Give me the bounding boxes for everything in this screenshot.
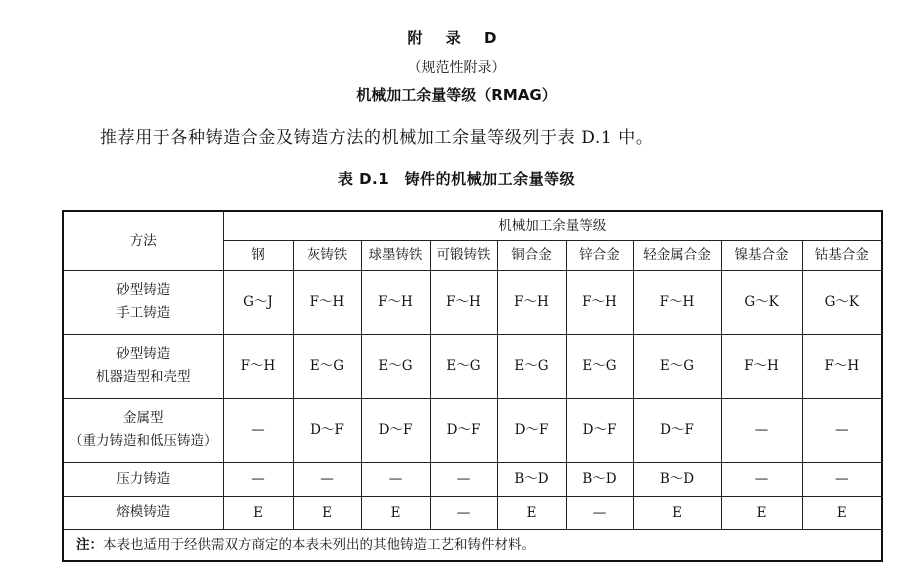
intro-paragraph: 推荐用于各种铸造合金及铸造方法的机械加工余量等级列于表 D.1 中。 <box>100 128 654 148</box>
grade-cell: E <box>223 496 293 529</box>
grade-cell: E <box>721 496 802 529</box>
grade-cell: — <box>566 496 633 529</box>
grade-cell: F～H <box>430 270 497 334</box>
method-cell <box>63 398 223 462</box>
column-header: 灰铸铁 <box>293 240 361 270</box>
grade-cell: E～G <box>497 334 566 398</box>
method-line: （重力铸造和低压铸造） <box>69 433 218 449</box>
grade-cell: D～F <box>566 398 633 462</box>
appendix-name: 机械加工余量等级（RMAG） <box>356 86 557 104</box>
grade-cell: — <box>223 462 293 496</box>
group-header: 机械加工余量等级 <box>223 211 882 240</box>
grade-cell: F～H <box>223 334 293 398</box>
grade-cell: F～H <box>293 270 361 334</box>
grade-cell: E～G <box>633 334 721 398</box>
grade-cell: G～K <box>721 270 802 334</box>
table-row <box>63 496 882 529</box>
appendix-title: 附 录 D <box>407 29 506 47</box>
grade-cell: F～H <box>633 270 721 334</box>
grade-cell: — <box>430 496 497 529</box>
grade-cell: B～D <box>633 462 721 496</box>
note-text: 本表也适用于经供需双方商定的本表未列出的其他铸造工艺和铸件材料。 <box>103 536 535 553</box>
column-header: 镍基合金 <box>721 240 802 270</box>
method-line: 金属型 <box>123 410 164 426</box>
column-header: 轻金属合金 <box>633 240 721 270</box>
grade-cell: E <box>293 496 361 529</box>
grade-cell: F～H <box>361 270 430 334</box>
grade-cell: B～D <box>566 462 633 496</box>
grade-cell: B～D <box>497 462 566 496</box>
grade-cell: F～H <box>721 334 802 398</box>
method-line: 手工铸造 <box>116 305 171 321</box>
method-line: 机器造型和壳型 <box>96 369 191 385</box>
column-header: 锌合金 <box>566 240 633 270</box>
note-cell <box>63 529 882 561</box>
method-header: 方法 <box>63 211 223 270</box>
grade-cell: — <box>223 398 293 462</box>
grade-cell: D～F <box>497 398 566 462</box>
method-line: 压力铸造 <box>116 470 171 487</box>
column-header: 球墨铸铁 <box>361 240 430 270</box>
method-cell <box>63 334 223 398</box>
grade-cell: D～F <box>633 398 721 462</box>
grade-cell: E～G <box>361 334 430 398</box>
note-row <box>63 529 882 561</box>
grade-cell: E <box>802 496 882 529</box>
grade-cell: E <box>633 496 721 529</box>
method-line: 熔模铸造 <box>116 504 171 520</box>
column-header: 钢 <box>223 240 293 270</box>
column-header: 可锻铸铁 <box>430 240 497 270</box>
grade-cell: — <box>361 462 430 496</box>
grade-cell: — <box>802 398 882 462</box>
allowance-grade-table <box>62 210 883 562</box>
grade-cell: — <box>721 462 802 496</box>
grade-cell: F～H <box>566 270 633 334</box>
grade-cell: G～J <box>223 270 293 334</box>
method-cell <box>63 496 223 529</box>
grade-cell: F～H <box>802 334 882 398</box>
grade-cell: — <box>802 462 882 496</box>
grade-cell: — <box>293 462 361 496</box>
table-row <box>63 334 882 398</box>
table-row <box>63 462 882 496</box>
method-cell <box>63 270 223 334</box>
grade-cell: E～G <box>566 334 633 398</box>
table-row <box>63 398 882 462</box>
grade-cell: E <box>497 496 566 529</box>
grade-cell: F～H <box>497 270 566 334</box>
grade-cell: D～F <box>430 398 497 462</box>
grade-cell: — <box>430 462 497 496</box>
grade-cell: G～K <box>802 270 882 334</box>
table-caption: 表 D.1 铸件的机械加工余量等级 <box>337 170 576 188</box>
method-cell <box>63 462 223 496</box>
appendix-subtitle: （规范性附录） <box>407 60 506 76</box>
grade-cell: — <box>721 398 802 462</box>
grade-cell: D～F <box>361 398 430 462</box>
method-line: 砂型铸造 <box>116 282 171 298</box>
grade-cell: E～G <box>293 334 361 398</box>
note-label: 注： <box>76 536 103 553</box>
grade-cell: E <box>361 496 430 529</box>
column-header: 钴基合金 <box>802 240 882 270</box>
table-row <box>63 270 882 334</box>
column-header: 铜合金 <box>497 240 566 270</box>
grade-cell: D～F <box>293 398 361 462</box>
grade-cell: E～G <box>430 334 497 398</box>
method-line: 砂型铸造 <box>116 346 171 362</box>
